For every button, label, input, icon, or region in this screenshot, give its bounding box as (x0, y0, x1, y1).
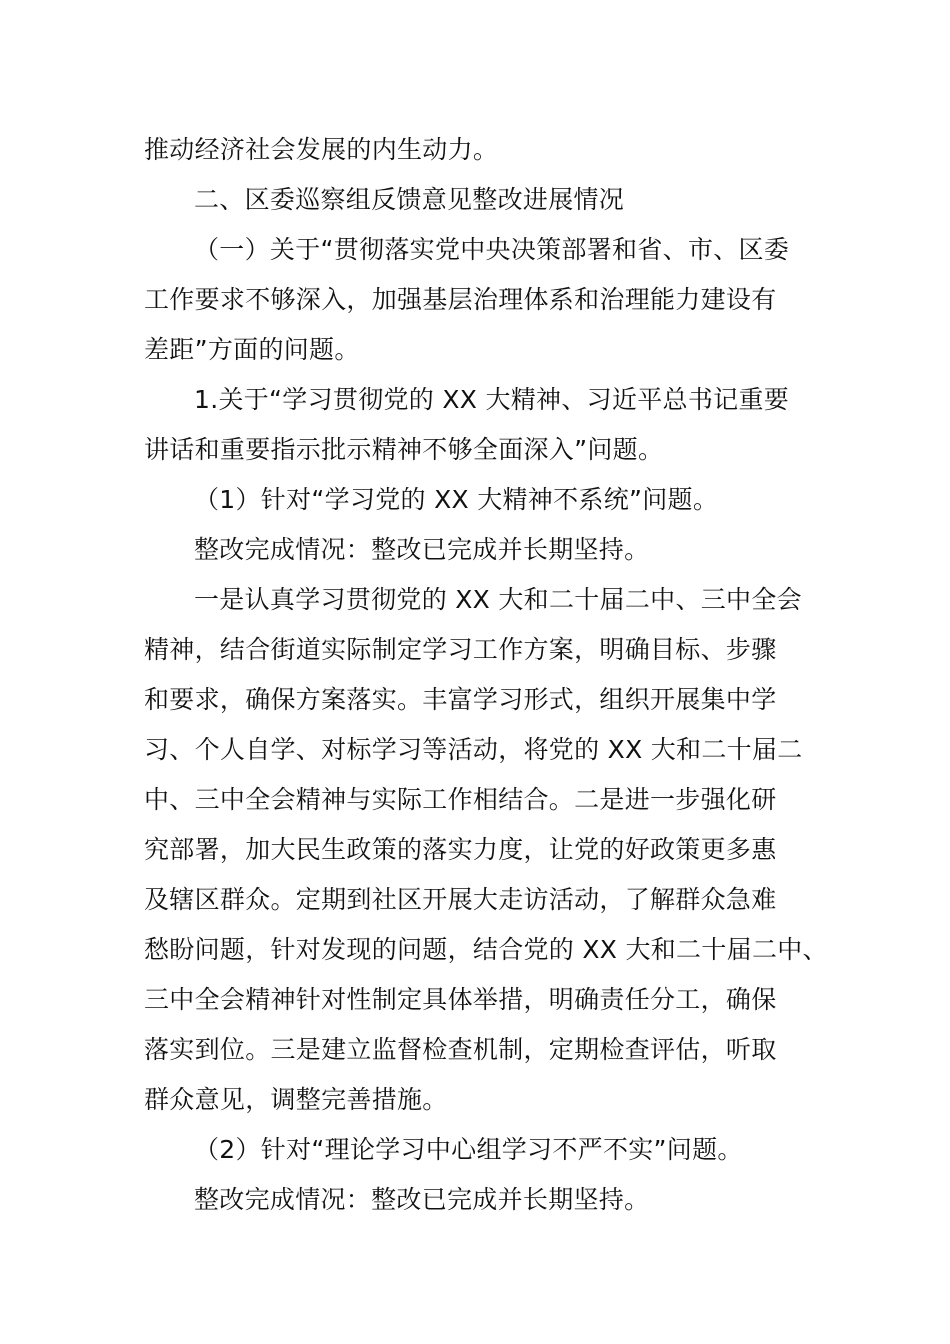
section-heading: 二、区委巡察组反馈意见整改进展情况 (194, 185, 625, 214)
status-line: 整改完成情况：整改已完成并长期坚持。 (194, 535, 650, 564)
body-text-line: 群众意见，调整完善措施。 (144, 1085, 448, 1114)
body-text-line: 精神，结合街道实际制定学习工作方案，明确目标、步骤 (144, 635, 777, 664)
sub-item-heading: （2）针对“理论学习中心组学习不严不实”问题。 (194, 1135, 743, 1164)
body-text-line: 三中全会精神针对性制定具体举措，明确责任分工，确保 (144, 985, 777, 1014)
sub-item-heading: （1）针对“学习党的 XX 大精神不系统”问题。 (194, 485, 719, 514)
body-text-line: 究部署，加大民生政策的落实力度，让党的好政策更多惠 (144, 835, 777, 864)
body-text-line: 愁盼问题，针对发现的问题，结合党的 XX 大和二十届二中、 (144, 935, 828, 964)
body-text-line: 推动经济社会发展的内生动力。 (144, 135, 499, 164)
item-heading: 讲话和重要指示批示精神不够全面深入”问题。 (144, 435, 664, 464)
subsection-heading: （一）关于“贯彻落实党中央决策部署和省、市、区委 (194, 235, 790, 264)
body-text-line: 和要求，确保方案落实。丰富学习形式，组织开展集中学 (144, 685, 777, 714)
item-heading: 1.关于“学习贯彻党的 XX 大精神、习近平总书记重要 (194, 385, 790, 414)
body-text-line: 中、三中全会精神与实际工作相结合。二是进一步强化研 (144, 785, 777, 814)
subsection-heading: 差距”方面的问题。 (144, 335, 360, 364)
status-line: 整改完成情况：整改已完成并长期坚持。 (194, 1185, 650, 1214)
body-text-line: 习、个人自学、对标学习等活动，将党的 XX 大和二十届二 (144, 735, 803, 764)
body-text-line: 及辖区群众。定期到社区开展大走访活动，了解群众急难 (144, 885, 777, 914)
subsection-heading: 工作要求不够深入，加强基层治理体系和治理能力建设有 (144, 285, 777, 314)
body-text-line: 一是认真学习贯彻党的 XX 大和二十届二中、三中全会 (194, 585, 802, 614)
body-text-line: 落实到位。三是建立监督检查机制，定期检查评估，听取 (144, 1035, 777, 1064)
